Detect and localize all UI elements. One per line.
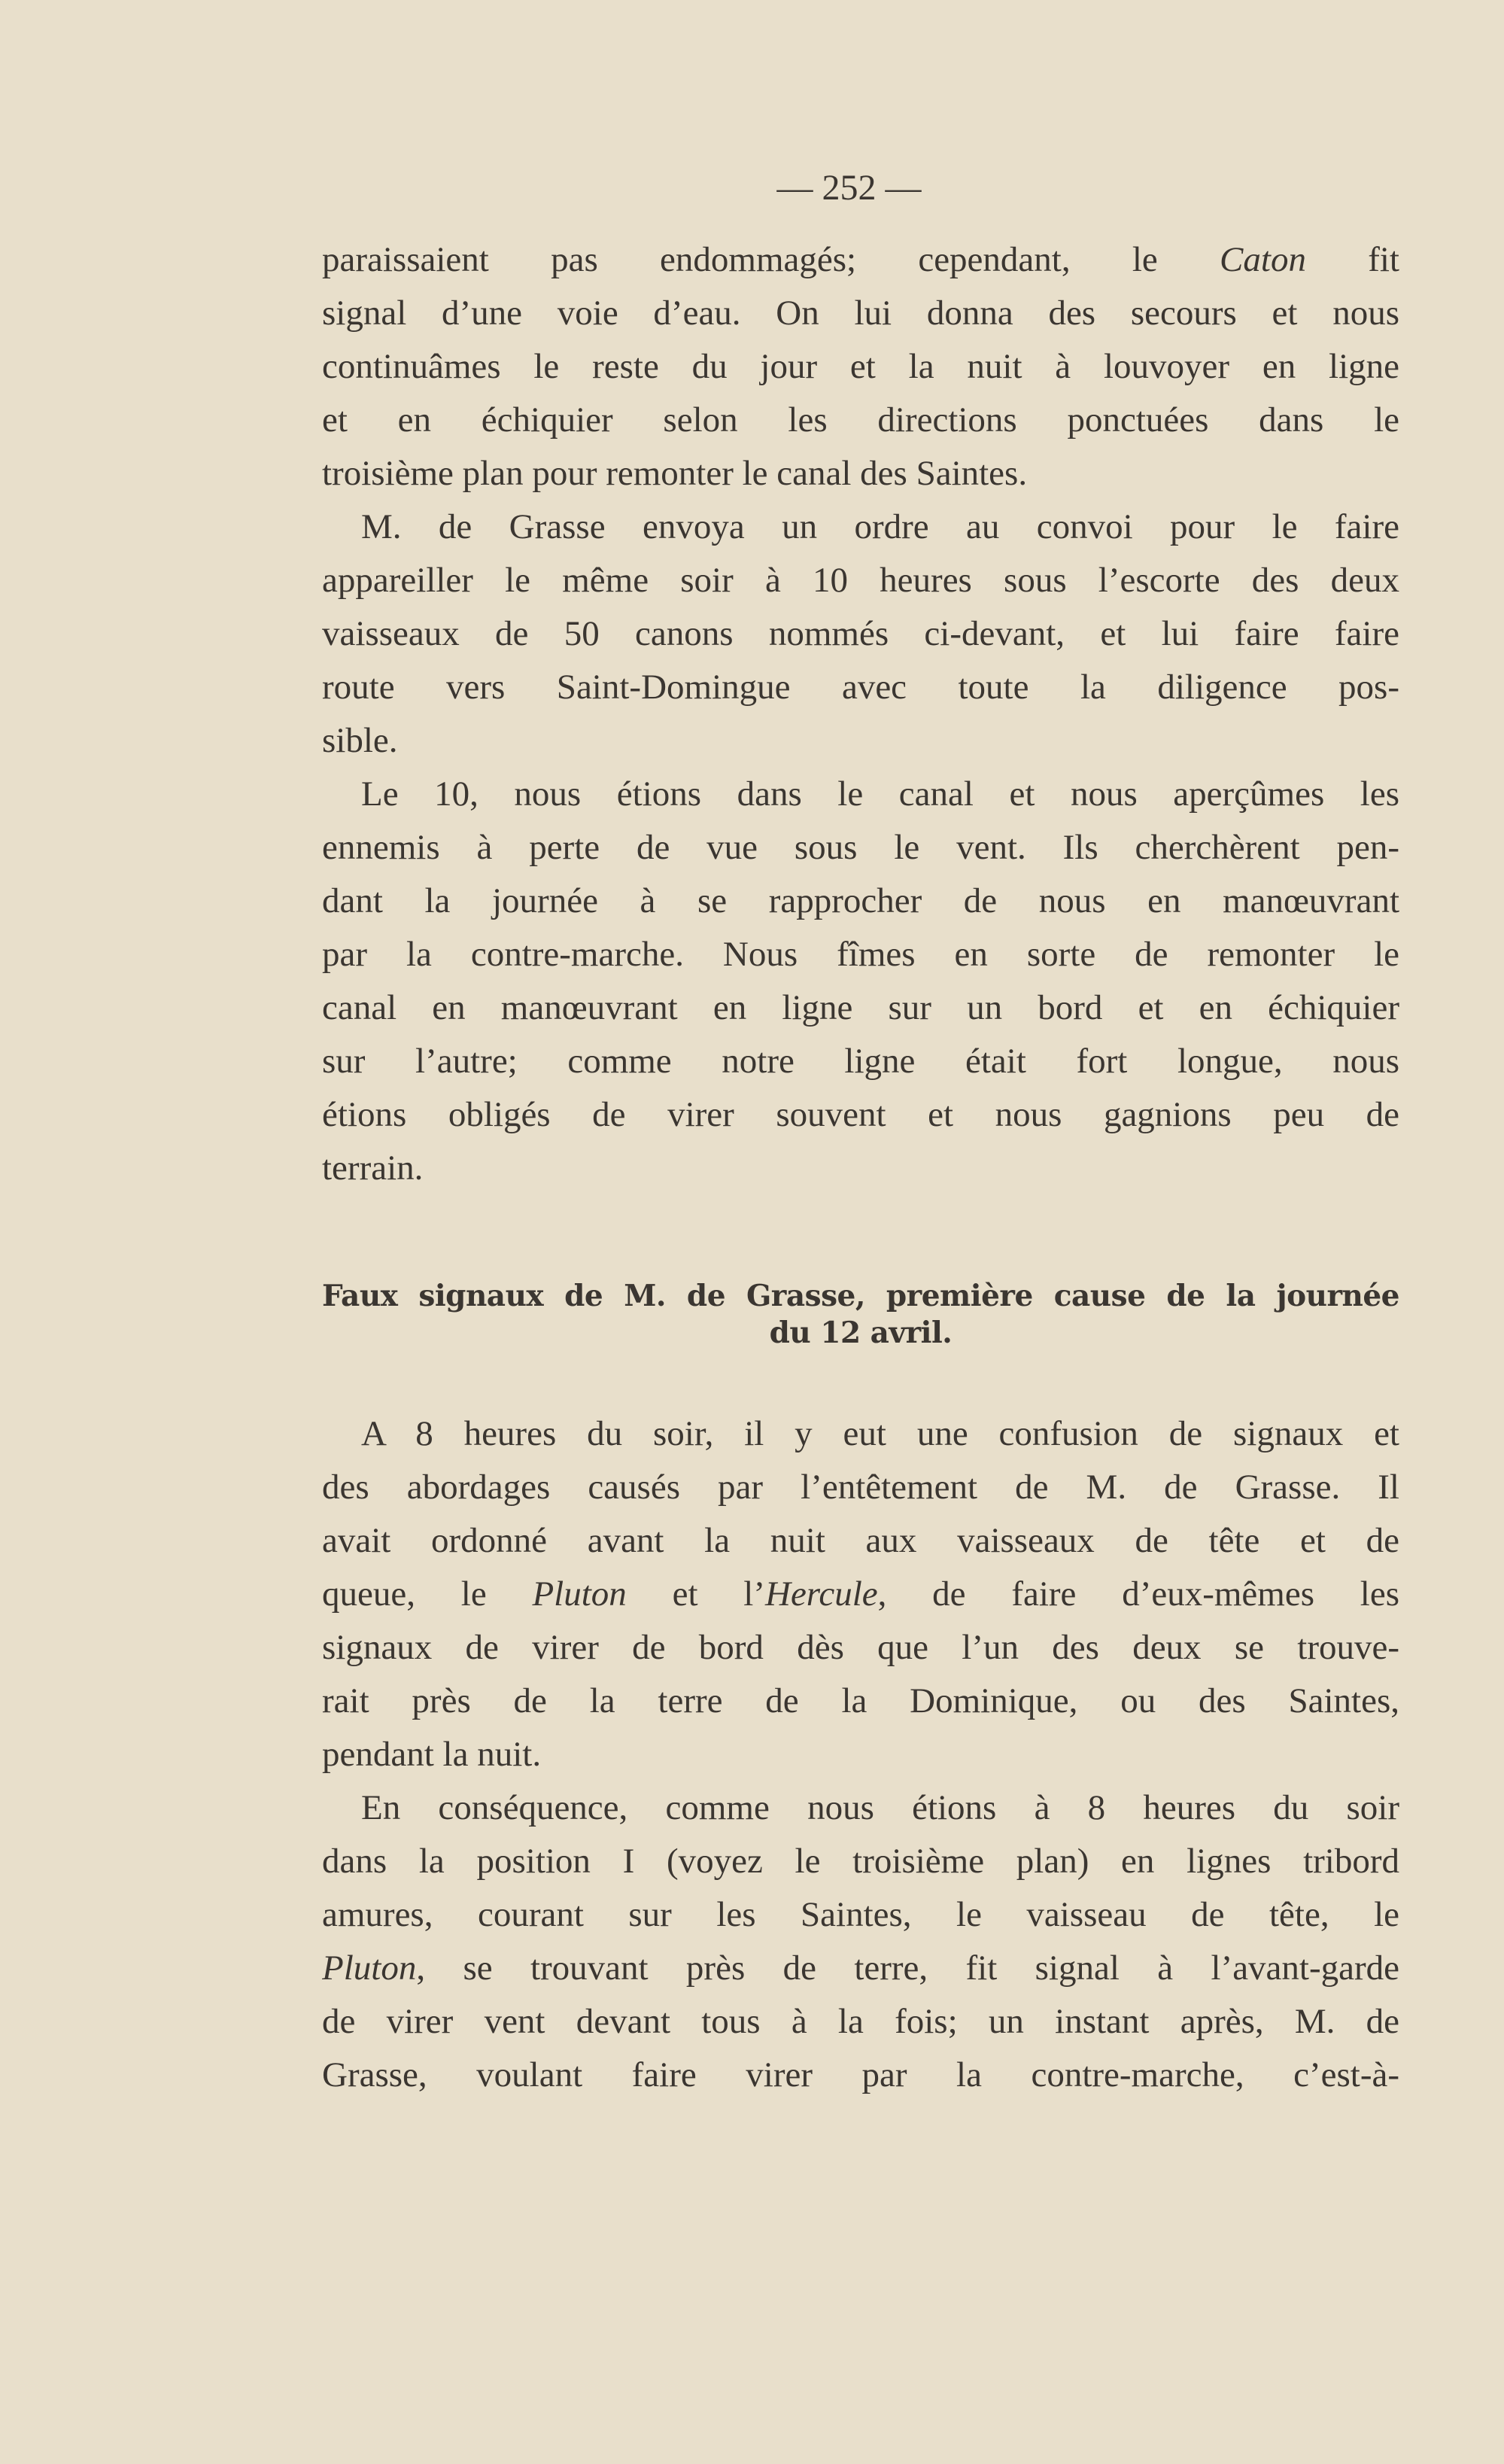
text-line <box>322 1142 1399 1195</box>
text-segment: dant la journée à se rapprocher de nous en manœuvrant <box>322 881 1399 920</box>
text-segment: En conséquence, comme nous étions à 8 heures du soir <box>361 1788 1399 1827</box>
text-segment: sur l’autre; comme notre ligne était fort longue, nous <box>322 1042 1399 1081</box>
text-line <box>322 981 1399 1035</box>
text-line <box>322 1514 1399 1568</box>
text-line <box>322 875 1399 928</box>
text-segment: appareiller le même soir à 10 heures sous l’escorte des deux <box>322 561 1399 600</box>
text-segment: des abordages causés par l’entêtement de M. de Grasse. Il <box>322 1468 1399 1507</box>
text-line <box>322 233 1399 287</box>
text-segment: pendant la nuit. <box>322 1735 542 1774</box>
text-line <box>322 447 1399 500</box>
text-line <box>322 1675 1399 1728</box>
text-segment: paraissaient pas endommagés; cependant, le <box>322 240 1220 279</box>
text-line <box>322 1835 1399 1888</box>
section-heading-line-1: Faux signaux de M. de Grasse, première cause de la journée <box>322 1279 1399 1313</box>
text-segment: route vers Saint-Domingue avec toute la diligence pos- <box>322 668 1399 707</box>
text-line <box>322 1088 1399 1142</box>
text-line <box>322 554 1399 607</box>
text-segment: A 8 heures du soir, il y eut une confusion de signaux et <box>361 1414 1399 1453</box>
text-segment: vaisseaux de 50 canons nommés ci-devant, et lui faire faire <box>322 614 1399 653</box>
text-line <box>322 1621 1399 1675</box>
text-segment: rait près de la terre de la Dominique, ou des Saintes, <box>322 1681 1399 1720</box>
text-segment: et en échiquier selon les directions ponctuées dans le <box>322 400 1399 440</box>
text-segment: ennemis à perte de vue sous le vent. Ils cherchèrent pen- <box>322 828 1399 867</box>
text-line <box>322 714 1399 768</box>
text-segment: fit <box>1305 240 1399 279</box>
text-line <box>322 1995 1399 2049</box>
text-segment: avait ordonné avant la nuit aux vaisseaux de tête et de <box>322 1521 1399 1560</box>
text-segment: canal en manœuvrant en ligne sur un bord et en échiquier <box>322 988 1399 1027</box>
ship-name-italic: Hercule <box>765 1574 878 1614</box>
text-segment: continuâmes le reste du jour et la nuit à louvoyer en ligne <box>322 347 1399 386</box>
text-segment: sible. <box>322 721 398 760</box>
text-segment: amures, courant sur les Saintes, le vaisseau de tête, le <box>322 1895 1399 1934</box>
text-segment: signal d’une voie d’eau. On lui donna des secours et nous <box>322 294 1399 333</box>
text-segment: queue, le <box>322 1574 533 1614</box>
text-segment: signaux de virer de bord dès que l’un des deux se trouve- <box>322 1628 1399 1667</box>
text-line <box>322 394 1399 447</box>
body-text-section-2 <box>322 1407 1399 2102</box>
text-line <box>322 661 1399 714</box>
ship-name-italic: Pluton <box>322 1948 417 1988</box>
ship-name-italic: Pluton <box>532 1574 627 1614</box>
text-line <box>322 1888 1399 1942</box>
text-segment: terrain. <box>322 1148 424 1188</box>
body-text-section-1 <box>322 233 1399 1195</box>
text-segment: par la contre-marche. Nous fîmes en sorte de remonter le <box>322 935 1399 974</box>
text-segment: , de faire d’eux-mêmes les <box>877 1574 1399 1614</box>
text-line <box>322 1942 1399 1995</box>
text-line <box>322 1781 1399 1835</box>
page-number: — 252 — <box>776 168 922 208</box>
text-line <box>322 340 1399 394</box>
text-segment: Le 10, nous étions dans le canal et nous aperçûmes les <box>361 774 1399 814</box>
text-line <box>322 2049 1399 2102</box>
text-segment: de virer vent devant tous à la fois; un instant après, M. de <box>322 2002 1399 2041</box>
text-segment: Grasse, voulant faire virer par la contre-marche, c’est-à- <box>322 2055 1399 2094</box>
ship-name-italic: Caton <box>1220 240 1306 279</box>
text-segment: et l’ <box>626 1574 765 1614</box>
text-line <box>322 1728 1399 1781</box>
section-heading <box>322 1278 1399 1352</box>
section-heading-line-2: du 12 avril. <box>769 1316 953 1350</box>
text-line <box>322 1407 1399 1461</box>
text-segment: , se trouvant près de terre, fit signal à l’avant-garde <box>416 1948 1399 1988</box>
text-line <box>322 1461 1399 1514</box>
text-segment: M. de Grasse envoya un ordre au convoi pour le faire <box>361 507 1399 546</box>
text-segment: étions obligés de virer souvent et nous gagnions peu de <box>322 1095 1399 1134</box>
text-line <box>322 1035 1399 1088</box>
text-line <box>322 1568 1399 1621</box>
text-segment: dans la position I (voyez le troisième plan) en lignes tribord <box>322 1842 1399 1881</box>
text-line <box>322 287 1399 340</box>
text-line <box>322 928 1399 981</box>
text-line <box>322 821 1399 875</box>
text-line <box>322 768 1399 821</box>
text-segment: troisième plan pour remonter le canal des Saintes. <box>322 454 1028 493</box>
text-line <box>322 500 1399 554</box>
text-line <box>322 607 1399 661</box>
